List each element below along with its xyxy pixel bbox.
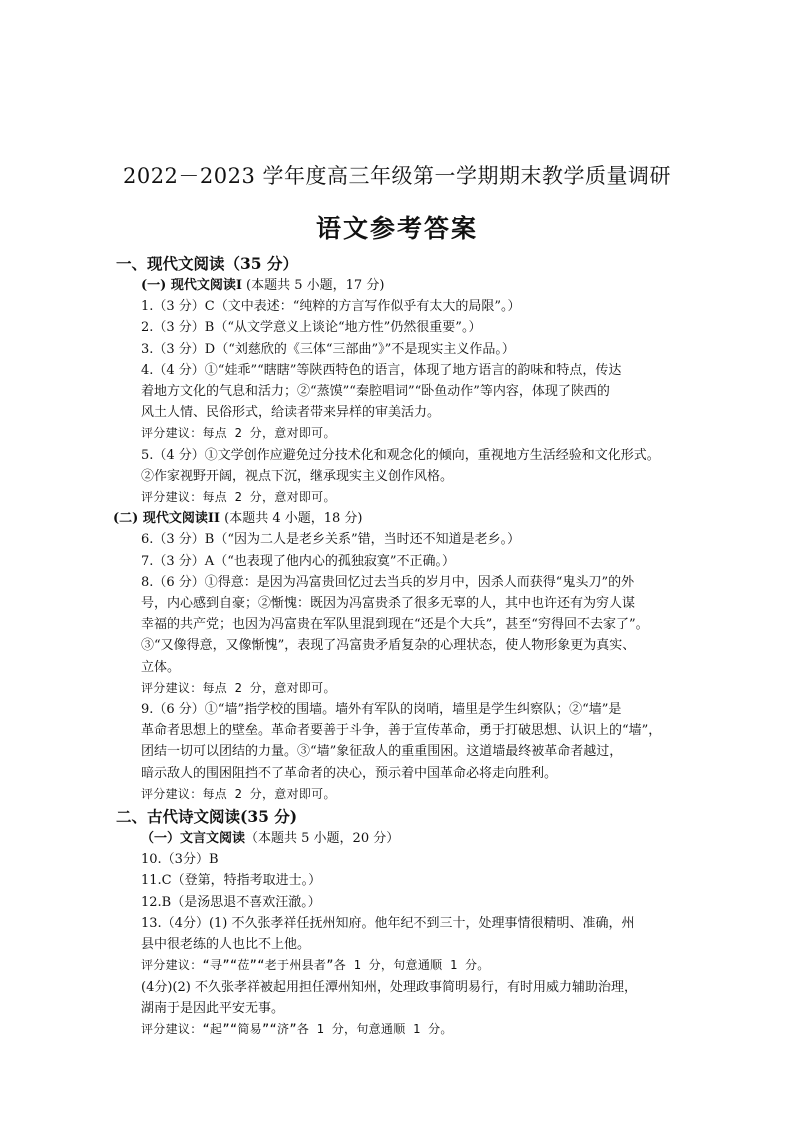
q9-scoring-note: 评分建议：每点 2 分，意对即可。 xyxy=(141,786,336,801)
q13-scoring-note-1: 评分建议：“寻”“莅”“老于州县者”各 1 分，句意通顺 1 分。 xyxy=(141,958,490,973)
answer-q10: 10.（3分）B xyxy=(141,852,219,868)
answer-q13-line2: 县中很老练的人也比不上他。 xyxy=(141,937,311,953)
answer-q2: 2.（3 分）B（“从文学意义上谈论“地方性”仍然很重要”。） xyxy=(141,320,482,336)
answer-q13-line3: (4分)(2) 不久张孝祥被起用担任潭州知州，处理政事简明易行，有时用威力辅助治理， xyxy=(141,979,637,995)
section2-sub1-heading xyxy=(141,828,688,849)
answer-q9-line2: 革命者思想上的壁垒。革命者要善于斗争，善于宣传革命，勇于打破思想、认识上的“墙”， xyxy=(141,723,662,739)
answer-q3: 3.（3 分）D（“刘慈欣的《三体“三部曲”》”不是现实主义作品。） xyxy=(141,341,515,357)
section1-heading: 一、现代文阅读（35 分） xyxy=(116,254,298,273)
answer-q5-line2: ②作家视野开阔，视点下沉，继承现实主义创作风格。 xyxy=(141,468,454,484)
answer-q4-line2: 着地方文化的气息和活力；②“蒸馍”“秦腔唱词”“卧鱼动作”等内容，体现了陕西的 xyxy=(141,384,610,400)
answer-q11: 11.C（登第，特指考取进士。） xyxy=(141,873,322,889)
answer-q4-line1: 4.（4 分）①“娃乖”“瞎瞎”等陕西特色的语言，体现了地方语言的韵味和特点，传达 xyxy=(141,362,622,378)
sub2-label: (二) 现代文阅读II xyxy=(113,511,220,527)
q4-scoring-note: 评分建议：每点 2 分，意对即可。 xyxy=(141,426,336,441)
answer-q12: 12.B（是汤思退不喜欢汪澈。） xyxy=(141,894,321,910)
q13-scoring-note-2: 评分建议：“起”“简易”“济”各 1 分，句意通顺 1 分。 xyxy=(141,1021,453,1036)
sub1-note: (本题共 5 小题，17 分) xyxy=(241,278,385,293)
answer-q4-line3: 风土人情、民俗形式，给读者带来异样的审美活力。 xyxy=(141,405,441,421)
sub1-label: (一) 现代文阅读Ⅰ xyxy=(141,278,242,293)
section1-sub1-heading xyxy=(141,275,688,296)
answer-q8-line1: 8.（6 分）①得意：是因为冯富贵回忆过去当兵的岁月中，因杀人而获得“鬼头刀”的外 xyxy=(141,574,635,590)
section1-sub2-heading xyxy=(113,508,688,529)
page-title: 2022－2023 学年度高三年级第一学期期末教学质量调研 xyxy=(122,164,672,188)
answer-q13-line4: 湖南于是因此平安无事。 xyxy=(141,1000,285,1016)
s2-sub1-label: （一）文言文阅读 xyxy=(141,831,246,847)
section2-heading: 二、古代诗文阅读(35 分) xyxy=(116,807,298,827)
answer-q8-line4: ③“又像得意，又像惭愧”，表现了冯富贵矛盾复杂的心理状态，使人物形象更为真实、 xyxy=(141,638,636,654)
q5-scoring-note: 评分建议：每点 2 分，意对即可。 xyxy=(141,490,336,505)
page-subtitle: 语文参考答案 xyxy=(315,214,478,243)
answer-q9-line3: 团结一切可以团结的力量。③“墙”象征敌人的重重围困。这道墙最终被革命者越过， xyxy=(141,744,623,760)
answer-q7: 7.（3 分）A（“也表现了他内心的孤独寂寞”不正确。） xyxy=(141,553,455,569)
answer-q9-line1: 9.（6 分）①“墙”指学校的围墙。墙外有军队的岗哨，墙里是学生纠察队；②“墙”是 xyxy=(141,702,622,718)
q8-scoring-note: 评分建议：每点 2 分，意对即可。 xyxy=(141,680,336,695)
s2-sub1-note: （本题共 5 小题，20 分） xyxy=(245,831,400,847)
answer-q13-line1: 13.（4分）(1) 不久张孝祥任抚州知府。他年纪不到三十，处理事情很精明、准确，州 xyxy=(141,915,635,931)
answer-q5-line1: 5.（4 分）①文学创作应避免过分技术化和观念化的倾向，重视地方生活经验和文化形式。 xyxy=(141,447,660,463)
answer-q1: 1.（3 分）C（文中表述：“纯粹的方言写作似乎有太大的局限”。） xyxy=(141,299,521,315)
answer-q6: 6.（3 分）B（“因为二人是老乡关系”错，当时还不知道是老乡。） xyxy=(141,532,521,548)
answer-q8-line2: 号，内心感到自豪；②惭愧：既因为冯富贵杀了很多无辜的人，其中也许还有为穷人谋 xyxy=(141,596,636,612)
answer-q9-line4: 暗示敌人的围困阻挡不了革命者的决心，预示着中国革命必将走向胜利。 xyxy=(141,765,558,781)
answer-q8-line5: 立体。 xyxy=(141,659,181,675)
answer-q8-line3: 幸福的共产党；也因为冯富贵在军队里混到现在“还是个大兵”，甚至“穷得回不去家了”。 xyxy=(141,617,649,633)
sub2-note: (本题共 4 小题，18 分) xyxy=(220,511,363,527)
answer-content xyxy=(113,252,688,1040)
